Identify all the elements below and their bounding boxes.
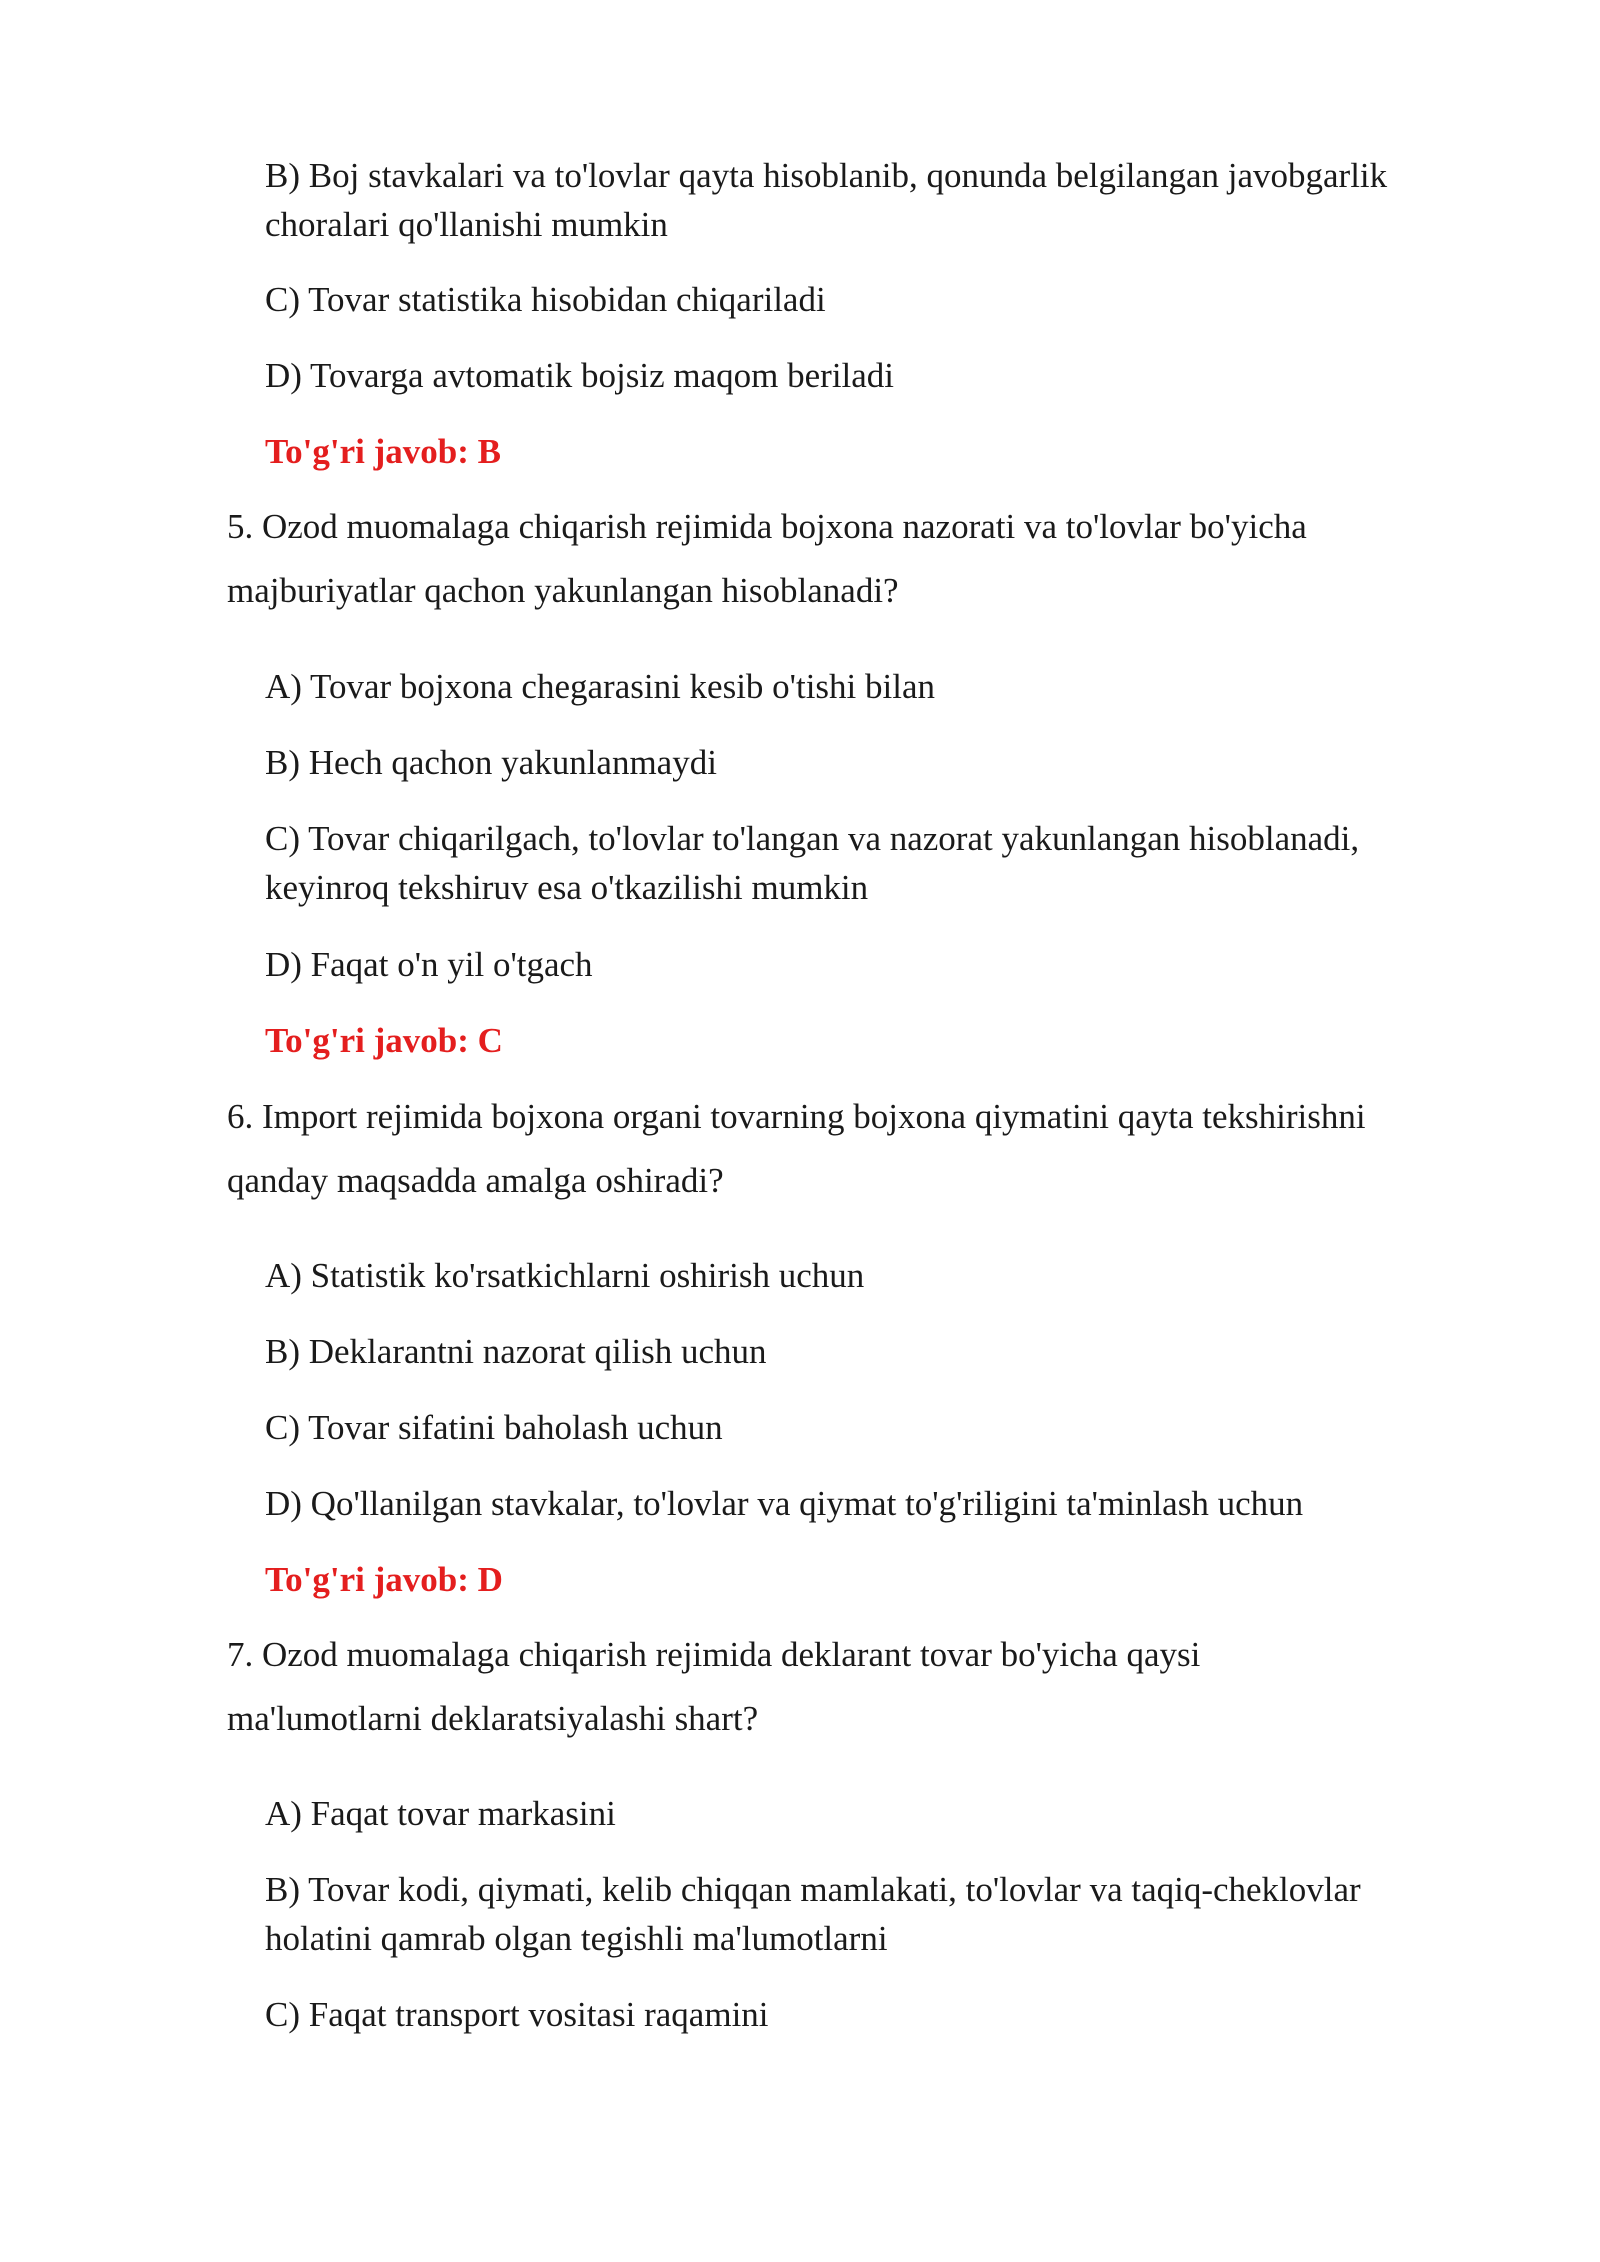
q7-option-a: A) Faqat tovar markasini	[265, 1794, 616, 1833]
q6-option-a: A) Statistik ko'rsatkichlarni oshirish uchun	[265, 1256, 865, 1295]
q4-option-b-line1: B) Boj stavkalari va to'lovlar qayta hisoblanib, qonunda belgilangan javobgarlik	[265, 156, 1388, 195]
q7-question	[227, 1623, 1200, 1751]
q5-option-c-line2: keyinroq tekshiruv esa o'tkazilishi mumkin	[265, 868, 869, 907]
q5-option-a: A) Tovar bojxona chegarasini kesib o'tishi bilan	[265, 667, 936, 706]
q6-question	[227, 1085, 1366, 1213]
q6-option-d: D) Qo'llanilgan stavkalar, to'lovlar va qiymat to'g'riligini ta'minlash uchun	[265, 1484, 1304, 1523]
q6-option-c: C) Tovar sifatini baholash uchun	[265, 1408, 723, 1447]
q7-question-line1: 7. Ozod muomalaga chiqarish rejimida deklarant tovar bo'yicha qaysi	[227, 1635, 1201, 1674]
q7-question-line2: ma'lumotlarni deklaratsiyalashi shart?	[227, 1699, 759, 1738]
q5-question	[227, 495, 1307, 623]
q7-option-b	[265, 1865, 1361, 1963]
q7-option-b-line1: B) Tovar kodi, qiymati, kelib chiqqan mamlakati, to'lovlar va taqiq-cheklovlar	[265, 1870, 1361, 1909]
q4-option-d: D) Tovarga avtomatik bojsiz maqom beriladi	[265, 356, 895, 395]
q4-option-c: C) Tovar statistika hisobidan chiqariladi	[265, 280, 826, 319]
q5-option-c	[265, 814, 1359, 912]
q7-option-c: C) Faqat transport vositasi raqamini	[265, 1995, 769, 2034]
q7-option-b-line2: holatini qamrab olgan tegishli ma'lumotlarni	[265, 1919, 888, 1958]
q6-correct-answer: To'g'ri javob: D	[265, 1560, 503, 1599]
q5-question-line1: 5. Ozod muomalaga chiqarish rejimida bojxona nazorati va to'lovlar bo'yicha	[227, 507, 1307, 546]
q5-option-c-line1: C) Tovar chiqarilgach, to'lovlar to'langan va nazorat yakunlangan hisoblanadi,	[265, 819, 1360, 858]
q5-option-b: B) Hech qachon yakunlanmaydi	[265, 743, 717, 782]
q6-question-line2: qanday maqsadda amalga oshiradi?	[227, 1161, 724, 1200]
q4-correct-answer: To'g'ri javob: B	[265, 432, 501, 471]
q4-option-b	[265, 151, 1387, 249]
q6-option-b: B) Deklarantni nazorat qilish uchun	[265, 1332, 767, 1371]
q5-question-line2: majburiyatlar qachon yakunlangan hisoblanadi?	[227, 571, 899, 610]
q5-option-d: D) Faqat o'n yil o'tgach	[265, 945, 593, 984]
q4-option-b-line2: choralari qo'llanishi mumkin	[265, 205, 668, 244]
q6-question-line1: 6. Import rejimida bojxona organi tovarning bojxona qiymatini qayta tekshirishni	[227, 1097, 1366, 1136]
q5-correct-answer: To'g'ri javob: C	[265, 1021, 503, 1060]
